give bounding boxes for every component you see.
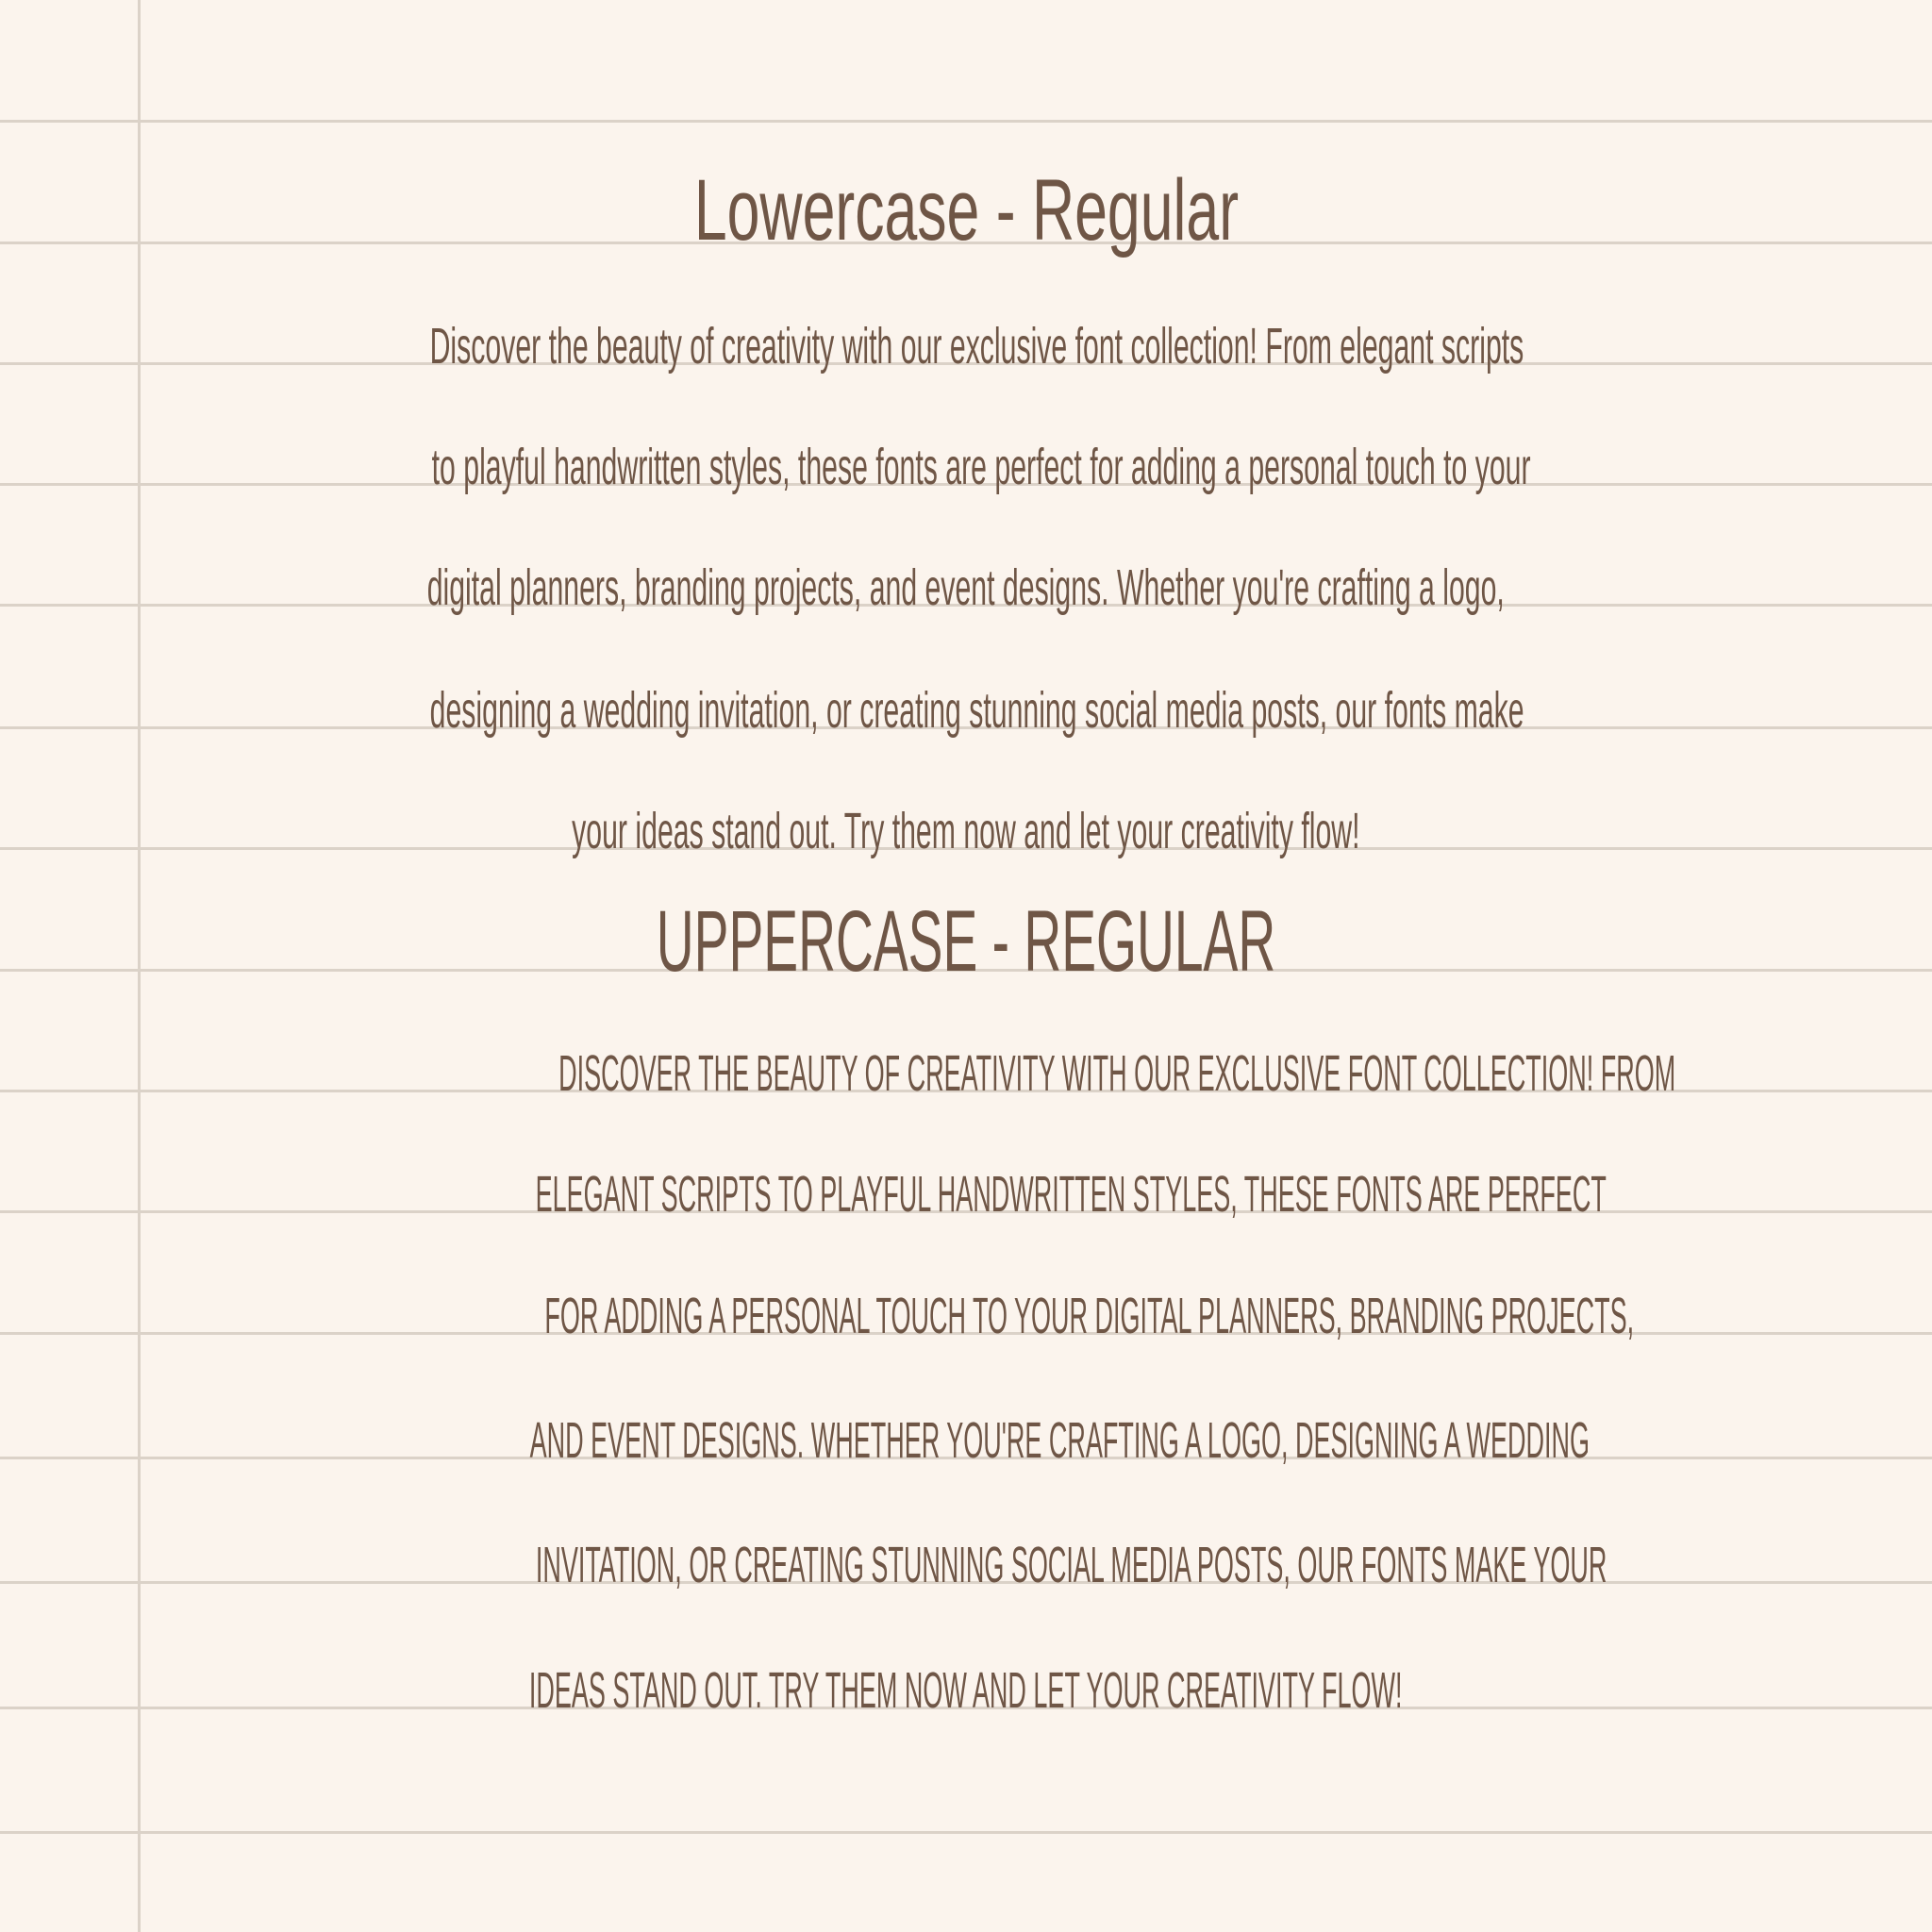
uppercase-paragraph-line-text: DISCOVER THE BEAUTY OF CREATIVITY WITH OUR EXCLUSIVE FONT COLLECTION! FROM xyxy=(558,1044,1676,1102)
lowercase-paragraph-line xyxy=(0,802,1932,859)
uppercase-paragraph-line xyxy=(0,1411,1932,1469)
lowercase-paragraph-line xyxy=(0,317,1932,375)
lowercase-title xyxy=(0,162,1932,259)
lowercase-paragraph-line xyxy=(0,438,1932,495)
uppercase-paragraph-line xyxy=(0,1536,1932,1593)
uppercase-paragraph-line-text: FOR ADDING A PERSONAL TOUCH TO YOUR DIGITAL PLANNERS, BRANDING PROJECTS, xyxy=(544,1287,1635,1344)
uppercase-paragraph-line-text: AND EVENT DESIGNS. WHETHER YOU'RE CRAFTING A LOGO, DESIGNING A WEDDING xyxy=(529,1411,1591,1469)
ruled-line xyxy=(0,1831,1932,1834)
lowercase-paragraph-line xyxy=(0,558,1932,616)
uppercase-paragraph-line xyxy=(0,1287,1932,1344)
uppercase-paragraph-line-text: ELEGANT SCRIPTS TO PLAYFUL HANDWRITTEN STYLES, THESE FONTS ARE PERFECT xyxy=(535,1165,1607,1223)
lowercase-title-text: Lowercase - Regular xyxy=(693,162,1239,259)
lowercase-paragraph-line-text: your ideas stand out. Try them now and let your creativity flow! xyxy=(572,802,1360,859)
uppercase-paragraph-line-text: IDEAS STAND OUT. TRY THEM NOW AND LET YOUR CREATIVITY FLOW! xyxy=(529,1661,1403,1719)
uppercase-title xyxy=(0,893,1932,991)
ruled-line xyxy=(0,120,1932,123)
lowercase-paragraph-line-text: digital planners, branding projects, and event designs. Whether you're crafting a logo, xyxy=(426,558,1506,616)
uppercase-paragraph-line xyxy=(0,1661,1932,1719)
lowercase-paragraph-line-text: Discover the beauty of creativity with our exclusive font collection! From elegant scripts xyxy=(429,317,1524,375)
lowercase-paragraph-line-text: to playful handwritten styles, these fonts are perfect for adding a personal touch to your xyxy=(431,438,1531,495)
uppercase-paragraph-line xyxy=(0,1044,1932,1102)
uppercase-title-text: UPPERCASE - REGULAR xyxy=(656,893,1276,991)
lowercase-paragraph-line-text: designing a wedding invitation, or creating stunning social media posts, our fonts make xyxy=(429,681,1524,739)
uppercase-paragraph-line xyxy=(0,1165,1932,1223)
uppercase-paragraph-line-text: INVITATION, OR CREATING STUNNING SOCIAL MEDIA POSTS, OUR FONTS MAKE YOUR xyxy=(535,1536,1607,1593)
lowercase-paragraph-line xyxy=(0,681,1932,739)
